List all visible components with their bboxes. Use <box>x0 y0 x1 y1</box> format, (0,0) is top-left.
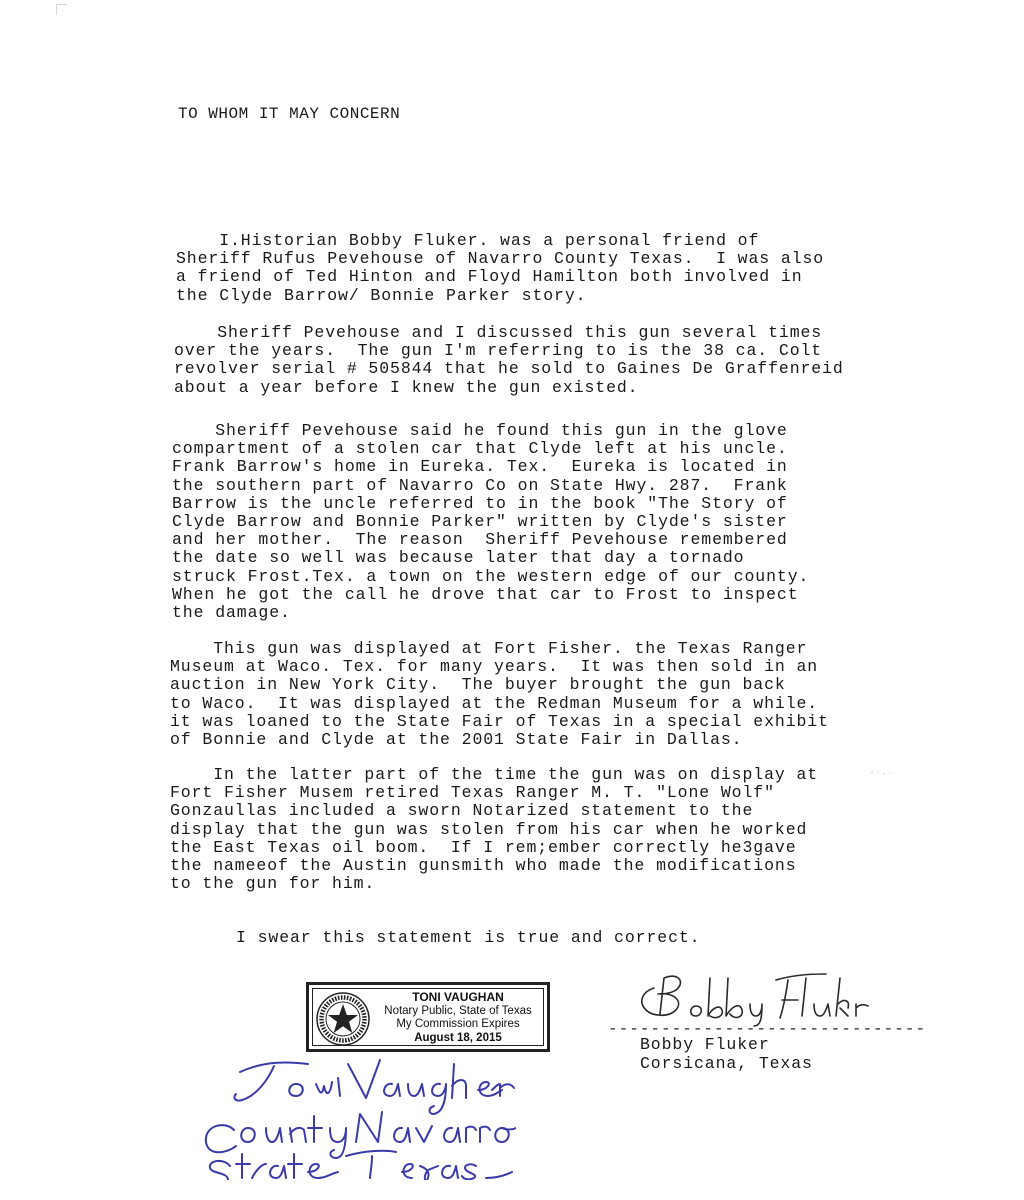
scan-speck <box>870 770 894 776</box>
paragraph-5: In the latter part of the time the gun was on display at Fort Fisher Musem retired Texas Ranger M. T. "Lone Wolf" Gonzaullas included a sworn Notarized statement to the display that the gun was stolen from his car when he worked the East Texas oil boom. If I rem;ember correctly he3gave the nameeof the Austin gunsmith who made the modifications to the gun for him. <box>170 765 819 894</box>
signer-name: Bobby Fluker <box>640 1035 770 1054</box>
stamp-text <box>373 991 543 1045</box>
scan-corner-mark <box>56 4 67 15</box>
notary-stamp <box>306 982 550 1052</box>
sworn-statement: I swear this statement is true and correct. <box>236 928 701 947</box>
signature-line: ------------------------------ <box>608 1020 927 1038</box>
paragraph-3: Sheriff Pevehouse said he found this gun in the glove compartment of a stolen car that Clyde left at his uncle. Frank Barrow's home in Eureka. Tex. Eureka is located in the southern part of Navarro Co on State Hwy. 287. Frank Barrow is the uncle referred to in the book "The Story of Clyde Barrow and Bonnie Parker" written by Clyde's sister and her mother. The reason Sheriff Pevehouse remembered the date so well was because later that day a tornado struck Frost.Tex. a town on the western edge of our county. When he got the call he drove that car to Frost to inspect the damage. <box>172 421 810 623</box>
signer-block <box>640 1036 813 1073</box>
notary-name: TONI VAUGHAN <box>412 990 504 1004</box>
paragraph-2: Sheriff Pevehouse and I discussed this gun several times over the years. The gun I'm referring to is the 38 ca. Colt revolver serial # 505844 that he sold to Gaines De Graffenreid about a year before I knew the gun existed. <box>174 323 844 397</box>
notary-seal-icon <box>315 991 371 1047</box>
paragraph-1: I.Historian Bobby Fluker. was a personal friend of Sheriff Rufus Pevehouse of Navarro County Texas. I was also a friend of Ted Hinton and Floyd Hamilton both involved in the Clyde Barrow/ Bonnie Parker story. <box>176 231 825 305</box>
commission-date: August 18, 2015 <box>414 1031 502 1044</box>
signer-location: Corsicana, Texas <box>640 1053 813 1073</box>
commission-label: My Commission Expires <box>396 1018 520 1030</box>
paragraph-4: This gun was displayed at Fort Fisher. the Texas Ranger Museum at Waco. Tex. for many years. It was then sold in an auction in New York City. The buyer brought the gun back to Waco. It was displayed at the Redman Museum for a while. it was loaned to the State Fair of Texas in a special exhibit of Bonnie and Clyde at the 2001 State Fair in Dallas. <box>170 639 829 750</box>
salutation: TO WHOM IT MAY CONCERN <box>178 105 401 123</box>
notary-title: Notary Public, State of Texas <box>384 1004 532 1017</box>
notary-handwritten-signature <box>196 1050 516 1180</box>
